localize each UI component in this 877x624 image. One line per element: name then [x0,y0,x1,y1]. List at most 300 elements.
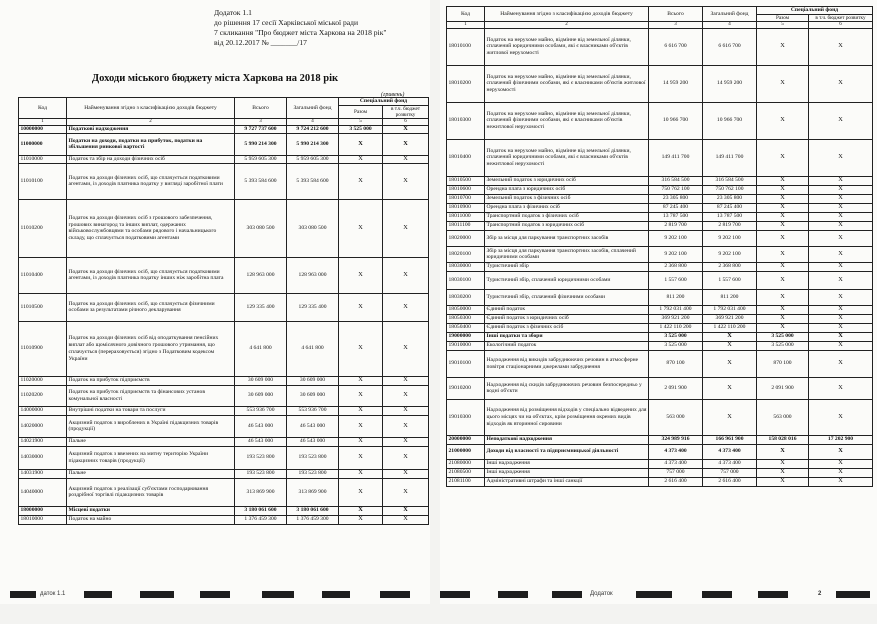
row-general: 3 180 061 600 [287,506,339,515]
row-special-total: X [339,376,383,385]
header-total: Всього [235,98,287,119]
row-special-dev: X [809,139,873,176]
row-special-total: 3 525 000 [757,332,809,341]
row-special-dev: X [809,477,873,486]
row-special-dev: X [809,468,873,477]
row-special-total: X [757,203,809,212]
row-name: Орендна плата з фізичних осіб [485,203,649,212]
row-name: Податок на прибуток підприємств [67,376,235,385]
table-row [447,435,873,444]
row-total: 313 869 900 [235,478,287,506]
row-special-dev: X [809,332,873,341]
row-total: 2 616 400 [649,477,703,486]
table-row [447,246,873,262]
row-name: Податок на нерухоме майно, відмінне від земельної ділянки, сплачений фізичними особами, які є власниками об'єктів житлової нерухомості [485,65,649,102]
table-row [447,444,873,459]
row-code: 18030000 [447,262,485,271]
table-row [19,257,429,293]
table-row [447,477,873,486]
header-code: Код [19,98,67,119]
table-row [19,385,429,406]
table-row [19,469,429,478]
row-code: 11020200 [19,385,67,406]
row-name: Транспортний податок з фізичних осіб [485,212,649,221]
row-code: 11010200 [19,199,67,257]
row-total: 30 609 000 [235,376,287,385]
row-name: Внутрішні податки на товари та послуги [67,406,235,415]
row-special-total: X [757,212,809,221]
table-row [447,377,873,399]
row-name: Туристичний збір, сплачений юридичними особами [485,271,649,289]
header-special-dev: в т.ч. бюджет розвитку [383,105,429,118]
row-total: 4 373 400 [649,444,703,459]
row-special-dev: X [383,478,429,506]
row-code: 11010500 [19,293,67,321]
row-code: 18050300 [447,314,485,323]
row-total: 46 543 000 [235,415,287,437]
row-name: Земельний податок з фізичних осіб [485,194,649,203]
row-code: 18010900 [447,203,485,212]
col-number: 2 [67,118,235,125]
row-total: 9 202 100 [649,246,703,262]
row-total: 193 523 800 [235,469,287,478]
row-special-total: X [339,415,383,437]
scan-footer-mark [498,591,528,598]
row-general: 46 543 000 [287,415,339,437]
annex-decision: до рішення 17 сесії Харківської міської ради [214,18,359,27]
row-name: Пальне [67,437,235,446]
row-name: Податок на прибуток підприємств та фінансових установ комунальної власності [67,385,235,406]
row-special-total: X [339,446,383,469]
row-general: 4 373 400 [703,459,757,468]
row-general: 369 921 200 [703,314,757,323]
table-row [19,163,429,199]
row-total: 757 000 [649,468,703,477]
header-general: Загальний фонд [287,98,339,119]
row-special-total: X [757,262,809,271]
row-code: 19010000 [447,341,485,350]
row-code: 18030100 [447,271,485,289]
table-row [19,515,429,524]
row-general: 4 641 800 [287,321,339,376]
row-special-dev: X [809,203,873,212]
row-special-dev: X [809,459,873,468]
row-special-total: X [339,163,383,199]
scan-footer-mark [10,591,36,598]
row-total: 3 525 000 [649,341,703,350]
table-row [19,376,429,385]
row-special-total: X [339,293,383,321]
row-name: Податок на майно [67,515,235,524]
row-special-total: X [757,185,809,194]
row-total: 2 091 900 [649,377,703,399]
row-general: 750 762 100 [703,185,757,194]
row-name: Пальне [67,469,235,478]
table-row [19,125,429,133]
row-special-total: 563 000 [757,399,809,435]
row-code: 19010100 [447,350,485,377]
header-name: Найменування згідно з класифікацією доходів бюджету [67,98,235,119]
header-total: Всього [649,7,703,22]
row-special-dev: X [809,185,873,194]
column-number-row [447,21,873,28]
row-special-total: X [339,155,383,163]
row-general: 87 245 400 [703,203,757,212]
row-special-dev: X [809,323,873,332]
row-special-dev: X [809,314,873,323]
header-special: Спеціальний фонд [339,98,429,106]
revenue-table-page1 [18,97,429,525]
row-total: 87 245 400 [649,203,703,212]
row-special-total: X [757,230,809,246]
row-total: 2 819 700 [649,221,703,230]
row-name: Туристичний збір, сплачений фізичними особами [485,289,649,305]
col-number: 6 [809,21,873,28]
row-total: 316 584 500 [649,176,703,185]
row-general: X [703,332,757,341]
header-special-dev: в т.ч. бюджет розвитку [809,14,873,21]
table-row [447,314,873,323]
row-special-dev: X [383,257,429,293]
row-special-dev: X [383,469,429,478]
row-code: 10000000 [19,125,67,133]
row-general: 9 724 212 600 [287,125,339,133]
row-special-total: X [757,444,809,459]
row-general: 303 080 500 [287,199,339,257]
row-general: 14 959 200 [703,65,757,102]
table-row [447,65,873,102]
table-row [447,305,873,314]
row-general: 13 787 500 [703,212,757,221]
row-general: 23 305 800 [703,194,757,203]
row-name: Податок на доходи фізичних осіб, що сплачується податковими агентами, із доходів платника податку у вигляді заробітної плати [67,163,235,199]
row-general: 193 523 800 [287,446,339,469]
row-name: Інші надходження [485,468,649,477]
row-special-total: X [339,478,383,506]
row-total: 149 411 700 [649,139,703,176]
row-general: 1 792 031 400 [703,305,757,314]
row-code: 18000000 [19,506,67,515]
row-special-total: X [339,385,383,406]
row-code: 21081100 [447,477,485,486]
col-number: 5 [339,118,383,125]
row-name: Єдиний податок з фізичних осіб [485,323,649,332]
row-special-total: X [757,323,809,332]
row-code: 18030200 [447,289,485,305]
row-name: Податкові надходження [67,125,235,133]
row-special-dev: X [383,385,429,406]
scan-footer-mark [322,591,350,598]
scan-footer-mark [262,591,294,598]
row-total: 1 422 110 200 [649,323,703,332]
header-special-total: Разом [757,14,809,21]
scan-footer-mark [200,591,230,598]
row-general: 9 202 100 [703,246,757,262]
row-special-total: X [339,321,383,376]
row-total: 10 966 700 [649,102,703,139]
row-general: 757 000 [703,468,757,477]
row-total: 563 000 [649,399,703,435]
row-special-dev: X [383,446,429,469]
table-row [447,459,873,468]
row-special-dev: X [809,350,873,377]
row-code: 14040000 [19,478,67,506]
table-row [19,415,429,437]
row-total: 2 368 800 [649,262,703,271]
row-special-total: X [339,437,383,446]
row-total: 4 373 400 [649,459,703,468]
row-general: X [703,350,757,377]
row-special-total: 870 100 [757,350,809,377]
row-name: Акцизний податок з вироблених в Україні підакцизних товарів (продукції) [67,415,235,437]
table-row [447,468,873,477]
col-number: 1 [19,118,67,125]
row-code: 11010900 [19,321,67,376]
row-general: 193 523 800 [287,469,339,478]
table-row [19,199,429,257]
row-name: Податок на доходи фізичних осіб з грошового забезпечення, грошових винагород та інших виплат, одержаних військовослужбовцями та особами рядового і начальницького складу, що сплачується податковими агентами [67,199,235,257]
row-general: 316 584 500 [703,176,757,185]
row-code: 14020000 [19,415,67,437]
row-general: 46 543 000 [287,437,339,446]
row-name: Акцизний податок з ввезених на митну територію України підакцизних товарів (продукції) [67,446,235,469]
row-special-total: X [339,257,383,293]
row-total: 9 202 100 [649,230,703,246]
table-row [447,399,873,435]
row-special-total: X [757,477,809,486]
row-name: Єдиний податок [485,305,649,314]
row-code: 18010300 [447,102,485,139]
row-special-dev: X [383,376,429,385]
annex-convocation: 7 скликання "Про бюджет міста Харкова на 2018 рік" [214,28,387,37]
row-total: 5 393 584 600 [235,163,287,199]
col-number: 3 [235,118,287,125]
page-two [440,0,877,604]
row-special-total: X [757,139,809,176]
table-row [447,323,873,332]
row-name: Неподаткові надходження [485,435,649,444]
row-name: Єдиний податок з юридичних осіб [485,314,649,323]
row-special-total: X [757,176,809,185]
row-name: Інші надходження [485,459,649,468]
table-row [447,230,873,246]
row-general: 1 557 600 [703,271,757,289]
row-special-dev: X [383,515,429,524]
col-number: 1 [447,21,485,28]
row-name: Збір за місця для паркування транспортних засобів, сплачений юридичними особами [485,246,649,262]
row-special-total: X [757,459,809,468]
table-row [447,221,873,230]
row-special-total: 3 525 000 [339,125,383,133]
table-row [447,262,873,271]
annex-header [214,8,386,48]
row-special-dev: X [383,163,429,199]
row-special-dev: 17 202 900 [809,435,873,444]
table-row [19,293,429,321]
table-row [447,341,873,350]
row-general: 129 335 400 [287,293,339,321]
row-name: Податок на нерухоме майно, відмінне від земельної ділянки, сплачений юридичними особами, які є власниками об'єктів житлової нерухомості [485,28,649,65]
table-row [19,133,429,155]
row-name: Податок на доходи фізичних осіб, що сплачується податковими агентами, із доходів платника податку інших ніж заробітна плата [67,257,235,293]
table-row [19,446,429,469]
row-name: Місцеві податки [67,506,235,515]
row-code: 11010400 [19,257,67,293]
row-name: Податок на доходи фізичних осіб від оподаткування пенсійних виплат або щомісячного довічного грошового утримання, що сплачується (перераховується) згідно з Податковим кодексом України [67,321,235,376]
row-special-dev: X [809,289,873,305]
row-special-dev: X [383,293,429,321]
row-code: 19010300 [447,399,485,435]
row-total: 303 080 500 [235,199,287,257]
row-total: 129 335 400 [235,293,287,321]
row-name: Екологічний податок [485,341,649,350]
col-number: 2 [485,21,649,28]
row-name: Надходження від розміщення відходів у спеціально відведених для цього місцях чи на об'єктах, крім розміщення окремих видів відходів як вторинної сировини [485,399,649,435]
header-name: Найменування згідно з класифікацією доходів бюджету [485,7,649,22]
table-row [19,155,429,163]
row-general: 553 936 700 [287,406,339,415]
table-row [447,176,873,185]
scan-footer-mark [758,591,788,598]
row-code: 18010100 [447,28,485,65]
scan-footer-mark [440,591,470,598]
scan-footer-mark [702,591,732,598]
col-number: 6 [383,118,429,125]
row-special-total: X [339,506,383,515]
row-total: 5 990 214 300 [235,133,287,155]
row-special-total: X [757,194,809,203]
row-total: 1 376 459 300 [235,515,287,524]
row-special-total: X [757,289,809,305]
row-total: 6 616 700 [649,28,703,65]
row-name: Земельний податок з юридичних осіб [485,176,649,185]
table-row [447,28,873,65]
table-row [19,478,429,506]
row-code: 18020000 [447,230,485,246]
row-total: 1 792 031 400 [649,305,703,314]
row-total: 193 523 800 [235,446,287,469]
row-special-total: X [339,469,383,478]
row-special-total: 2 091 900 [757,377,809,399]
row-special-total: X [757,305,809,314]
row-special-dev: X [383,133,429,155]
header-code: Код [447,7,485,22]
row-special-dev: X [809,194,873,203]
row-name: Податки на доходи, податки на прибуток, податки на збільшення ринкової вартості [67,133,235,155]
row-special-total: X [757,28,809,65]
row-code: 18050000 [447,305,485,314]
header-special-total: Разом [339,105,383,118]
row-general: 4 373 400 [703,444,757,459]
footer-label: Додаток [590,591,613,597]
row-general: 2 819 700 [703,221,757,230]
row-name: Транспортний податок з юридичних осіб [485,221,649,230]
row-special-dev: X [383,199,429,257]
row-special-total: X [757,468,809,477]
row-total: 870 100 [649,350,703,377]
row-total: 46 543 000 [235,437,287,446]
table-row [19,506,429,515]
row-special-dev: X [809,230,873,246]
row-special-total: X [757,65,809,102]
row-special-dev: X [809,212,873,221]
header-special: Спеціальний фонд [757,7,873,15]
row-total: 3 525 000 [649,332,703,341]
row-special-dev: X [809,176,873,185]
row-code: 19010200 [447,377,485,399]
scan-footer-mark [140,591,174,598]
row-special-dev: X [809,65,873,102]
row-special-dev: X [383,125,429,133]
row-total: 1 557 600 [649,271,703,289]
row-code: 21080500 [447,468,485,477]
row-code: 11000000 [19,133,67,155]
table-row [447,185,873,194]
row-name: Надходження від скидів забруднюючих речовин безпосередньо у водні об'єкти [485,377,649,399]
row-name: Податок на нерухоме майно, відмінне від земельної ділянки, сплачений фізичними особами, які є власниками об'єктів нежитлової нерухомості [485,102,649,139]
table-row [447,332,873,341]
row-special-total: X [757,314,809,323]
row-name: Надходження від викидів забруднюючих речовин в атмосферне повітря стаціонарними джерелами забруднення [485,350,649,377]
row-total: 4 641 800 [235,321,287,376]
scan-footer-mark [836,591,870,598]
row-general: 5 990 214 300 [287,133,339,155]
row-code: 20000000 [447,435,485,444]
row-special-dev: X [383,415,429,437]
table-row [447,194,873,203]
row-special-dev: X [809,341,873,350]
row-general: 1 422 110 200 [703,323,757,332]
table-row [447,102,873,139]
row-general: X [703,399,757,435]
row-code: 14031900 [19,469,67,478]
row-special-dev: X [809,271,873,289]
row-general: 2 616 400 [703,477,757,486]
footer-label: даток 1.1 [40,591,66,597]
row-code: 18020100 [447,246,485,262]
row-total: 811 200 [649,289,703,305]
row-code: 18011000 [447,212,485,221]
col-number: 5 [757,21,809,28]
row-special-total: 158 028 016 [757,435,809,444]
row-general: 6 616 700 [703,28,757,65]
row-total: 324 989 916 [649,435,703,444]
row-general: X [703,341,757,350]
table-row [19,321,429,376]
row-name: Збір за місця для паркування транспортних засобів [485,230,649,246]
row-name: Адміністративні штрафи та інші санкції [485,477,649,486]
row-special-dev: X [383,437,429,446]
col-number: 3 [649,21,703,28]
row-special-total: X [339,515,383,524]
row-name: Акцизний податок з реалізації суб'єктами господарювання роздрібної торгівлі підакцизних товарів [67,478,235,506]
row-code: 21080000 [447,459,485,468]
annex-number: Додаток 1.1 [214,8,252,17]
scan-footer-mark [84,591,112,598]
row-total: 13 787 500 [649,212,703,221]
row-code: 18010400 [447,139,485,176]
scan-footer-mark [552,591,582,598]
row-code: 11010000 [19,155,67,163]
table-row [19,406,429,415]
row-special-dev: X [383,506,429,515]
row-name: Орендна плата з юридичних осіб [485,185,649,194]
row-special-dev: X [809,262,873,271]
row-total: 3 180 061 600 [235,506,287,515]
row-name: Податок на доходи фізичних осіб, що сплачується фізичними особами за результатами річного декларування [67,293,235,321]
row-code: 18010200 [447,65,485,102]
row-general: 166 961 900 [703,435,757,444]
